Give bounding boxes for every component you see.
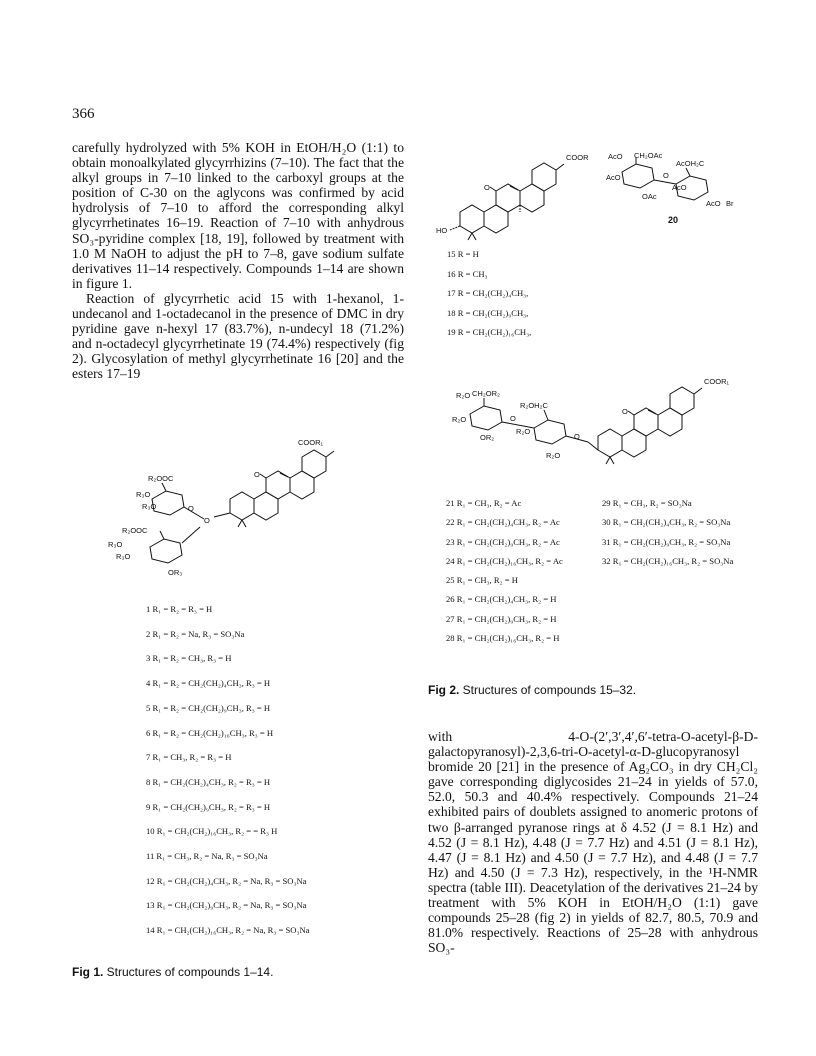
- diglycoside-structure: [448, 362, 758, 477]
- structure-label: Br: [726, 199, 734, 208]
- structure-label: R₂OOC: [148, 474, 174, 483]
- compound-entry: 18 R = CH₂(CH₂)₉CH₃,: [447, 307, 529, 318]
- compound-entry: 23 R₁ = CH₂(CH₂)₉CH₃, R₂ = Ac: [446, 536, 560, 547]
- structure-label: O: [188, 504, 194, 513]
- structure-label: R₃O: [136, 490, 151, 499]
- compound-entry: 6 R₁ = R₂ = CH₂(CH₂)₁₆CH₃, R₃ = H: [146, 727, 274, 738]
- structure-label: AcO: [706, 199, 721, 208]
- structure-label: R₃O: [116, 552, 131, 561]
- compound-entry: 17 R = CH₂(CH₂)₄CH₃,: [447, 288, 529, 299]
- compound-entry: 5 R₁ = R₂ = CH₂(CH₂)₉CH₃, R₃ = H: [146, 702, 271, 713]
- caption-text: Structures of compounds 15–32.: [459, 683, 637, 697]
- compound-entry: 4 R₁ = R₂ = CH₂(CH₂)₄CH₃, R₃ = H: [146, 678, 271, 689]
- structure-label: HO: [436, 226, 448, 235]
- compound-20-label: 20: [668, 215, 679, 225]
- paragraph: with 4-O-(2′,3′,4′,6′-tetra-O-acetyl-β-D-galactopyranosyl)-2,3,6-tri-O-acetyl-α-D-glucopyranosyl bromide 20 [21] in the presence of Ag₂CO₃ in dry CH₂Cl₂ gave corresponding diglycosides 21–24 in yields of 57.0, 52.0, 50.3 and 40.4% respectively. Compounds 21–24 exhibited pairs of doublets assigned to anomeric protons of two β-arranged pyranose rings at δ 4.52 (J = 8.1 Hz) and 4.52 (J = 8.1 Hz), 4.48 (J = 7.7 Hz) and 4.51 (J = 8.1 Hz), 4.47 (J = 8.1 Hz) and 4.50 (J = 7.7 Hz), and 4.48 (J = 7.7 Hz) and 4.50 (J = 7.3 Hz), respectively, in the ¹H-NMR spectra (table III). Deacetylation of the derivatives 21–24 by treatment with 5% KOH in EtOH/H₂O (1:1) gave compounds 25–28 (fig 2) in yields of 82.7, 80.5, 70.9 and 81.0% respectively. Reactions of 25–28 with anhydrous SO₃-: [428, 729, 758, 956]
- compound-entry: 21 R₁ = CH₃, R₂ = Ac: [446, 498, 522, 508]
- compound-entry: 26 R₁ = CH₂(CH₂)₄CH₃, R₂ = H: [446, 594, 557, 605]
- compound-list-29-32: [602, 494, 733, 571]
- compound-entry: 7 R₁ = CH₃, R₂ = R₃ = H: [146, 752, 232, 763]
- left-text-column: [72, 140, 404, 382]
- compound-entry: 22 R₁ = CH₂(CH₂)₄CH₃, R₂ = Ac: [446, 517, 560, 528]
- compound-entry: 19 R = CH₂(CH₂)₁₆CH₃,: [447, 327, 532, 338]
- compound-entry: 11 R₁ = CH₃, R₂ = Na, R₃ = SO₃Na: [146, 851, 268, 862]
- structure-label: R₂O: [456, 391, 471, 400]
- structure-label: COOR₁: [298, 438, 324, 447]
- compound-entry: 9 R₁ = CH₂(CH₂)₉CH₃, R₂ = R₃ = H: [146, 801, 271, 812]
- structure-label: R₂O: [516, 427, 531, 436]
- compound-entry: 24 R₁ = CH₂(CH₂)₁₆CH₃, R₂ = Ac: [446, 555, 563, 566]
- compound-list-21-28: [446, 494, 563, 648]
- structure-label: R₂O: [546, 451, 561, 460]
- compound-entry: 29 R₁ = CH₃, R₂ = SO₃Na: [602, 498, 692, 508]
- structure-label: O: [663, 171, 669, 180]
- compound-entry: 28 R₁ = CH₂(CH₂)₁₆CH₃, R₂ = H: [446, 633, 560, 644]
- structure-label: R₂OH₂C: [520, 401, 548, 410]
- figure-1-caption: [72, 965, 273, 979]
- structure-label: O: [204, 516, 210, 525]
- compound-entry: 14 R₁ = CH₂(CH₂)₁₆CH₃, R₂ = Na, R₃ = SO₃Na: [146, 925, 310, 936]
- compound-list-15-19: [447, 245, 531, 343]
- caption-label: Fig 2.: [428, 683, 460, 697]
- compound-entry: 16 R = CH₃: [447, 268, 488, 279]
- compound-entry: 27 R₁ = CH₂(CH₂)₉CH₃, R₂ = H: [446, 613, 557, 624]
- paragraph: Reaction of glycyrrhetic acid 15 with 1-hexanol, 1-undecanol and 1-octadecanol in the presence of DMC in dry pyridine gave n-hexyl 17 (83.7%), n-undecyl 18 (71.2%) and n-octadecyl glycyrrhetinate 19 (74.4%) respectively (fig 2). Glycosylation of methyl glycyrrhetinate 16 [20] and the esters 17–19: [72, 290, 404, 382]
- structure-label: R₂OOC: [122, 526, 148, 535]
- structure-label: AcO: [672, 183, 687, 192]
- caption-text: Structures of compounds 1–14.: [103, 965, 274, 979]
- structure-label: OR₃: [168, 568, 183, 577]
- structure-label: R₃O: [108, 540, 123, 549]
- compound-entry: 8 R₁ = CH₂(CH₂)₄CH₃, R₂ = R₃ = H: [146, 776, 271, 787]
- structure-label: AcO: [608, 152, 623, 161]
- compound-list-1-14: [146, 597, 310, 943]
- structure-label: O: [484, 183, 490, 192]
- compound-entry: 30 R₁ = CH₂(CH₂)₄CH₃, R₂ = SO₃Na: [602, 517, 731, 528]
- paragraph: carefully hydrolyzed with 5% KOH in EtOH/H₂O (1:1) to obtain monoalkylated glycyrrhizins (7–10). The fact that the alkyl groups in 7–10 linked to the carboxyl groups at the position of C-30 on the aglycons was confirmed by acid hydrolysis of 7–10 to afford the corresponding alkyl glycyrrhetinates 16–19. Reaction of 7–10 with anhydrous SO₃-pyridine complex [18, 19], followed by treatment with 1.0 M NaOH to adjust the pH to 7–8, gave sodium sulfate derivatives 11–14 respectively. Compounds 1–14 are shown in figure 1.: [72, 140, 404, 291]
- compound-entry: 13 R₁ = CH₂(CH₂)₉CH₃, R₂ = Na, R₃ = SO₃Na: [146, 900, 307, 911]
- compound-entry: 25 R₁ = CH₃, R₂ = H: [446, 575, 518, 586]
- right-text-column: [428, 729, 758, 955]
- structure-label: O: [254, 470, 260, 479]
- caption-label: Fig 1.: [72, 965, 104, 979]
- compound-entry: 12 R₁ = CH₂(CH₂)₄CH₃, R₂ = Na, R₃ = SO₃Na: [146, 875, 307, 886]
- structure-label: CH₂OAc: [634, 151, 663, 160]
- structure-label: OAc: [642, 192, 657, 201]
- compound-20-structure: [606, 150, 756, 212]
- compound-entry: 3 R₁ = R₂ = CH₃, R₃ = H: [146, 653, 232, 664]
- compound-entry: 32 R₁ = CH₂(CH₂)₁₆CH₃, R₂ = SO₃Na: [602, 555, 734, 566]
- structure-label: R₃O: [142, 502, 157, 511]
- compound-entry: 31 R₁ = CH₂(CH₂)₉CH₃, R₂ = SO₃Na: [602, 536, 731, 547]
- structure-label: R₂O: [452, 415, 467, 424]
- page-number: 366: [72, 106, 95, 122]
- compound-entry: 15 R = H: [447, 249, 479, 259]
- structure-label: CH₂OR₂: [472, 389, 500, 398]
- structure-label: COOR: [566, 153, 589, 162]
- figure-2-caption: [428, 683, 636, 697]
- glycyrrhizin-structure: [108, 437, 392, 582]
- compound-entry: 10 R₁ = CH₂(CH₂)₁₆CH₃, R₂ = = R₃ H: [146, 826, 278, 837]
- structure-label: COOR₁: [704, 377, 730, 386]
- compound-entry: 1 R₁ = R₂ = R₃ = H: [146, 604, 213, 614]
- structure-label: AcOH₂C: [676, 159, 705, 168]
- structure-label: OR₂: [480, 433, 495, 442]
- structure-label: O: [510, 414, 516, 423]
- structure-label: O: [574, 432, 580, 441]
- structure-label: AcO: [606, 173, 621, 182]
- structure-label: O: [622, 407, 628, 416]
- compound-entry: 2 R₁ = R₂ = Na, R₃ = SO₃Na: [146, 628, 245, 639]
- glycyrrhetinate-structure: [436, 150, 590, 255]
